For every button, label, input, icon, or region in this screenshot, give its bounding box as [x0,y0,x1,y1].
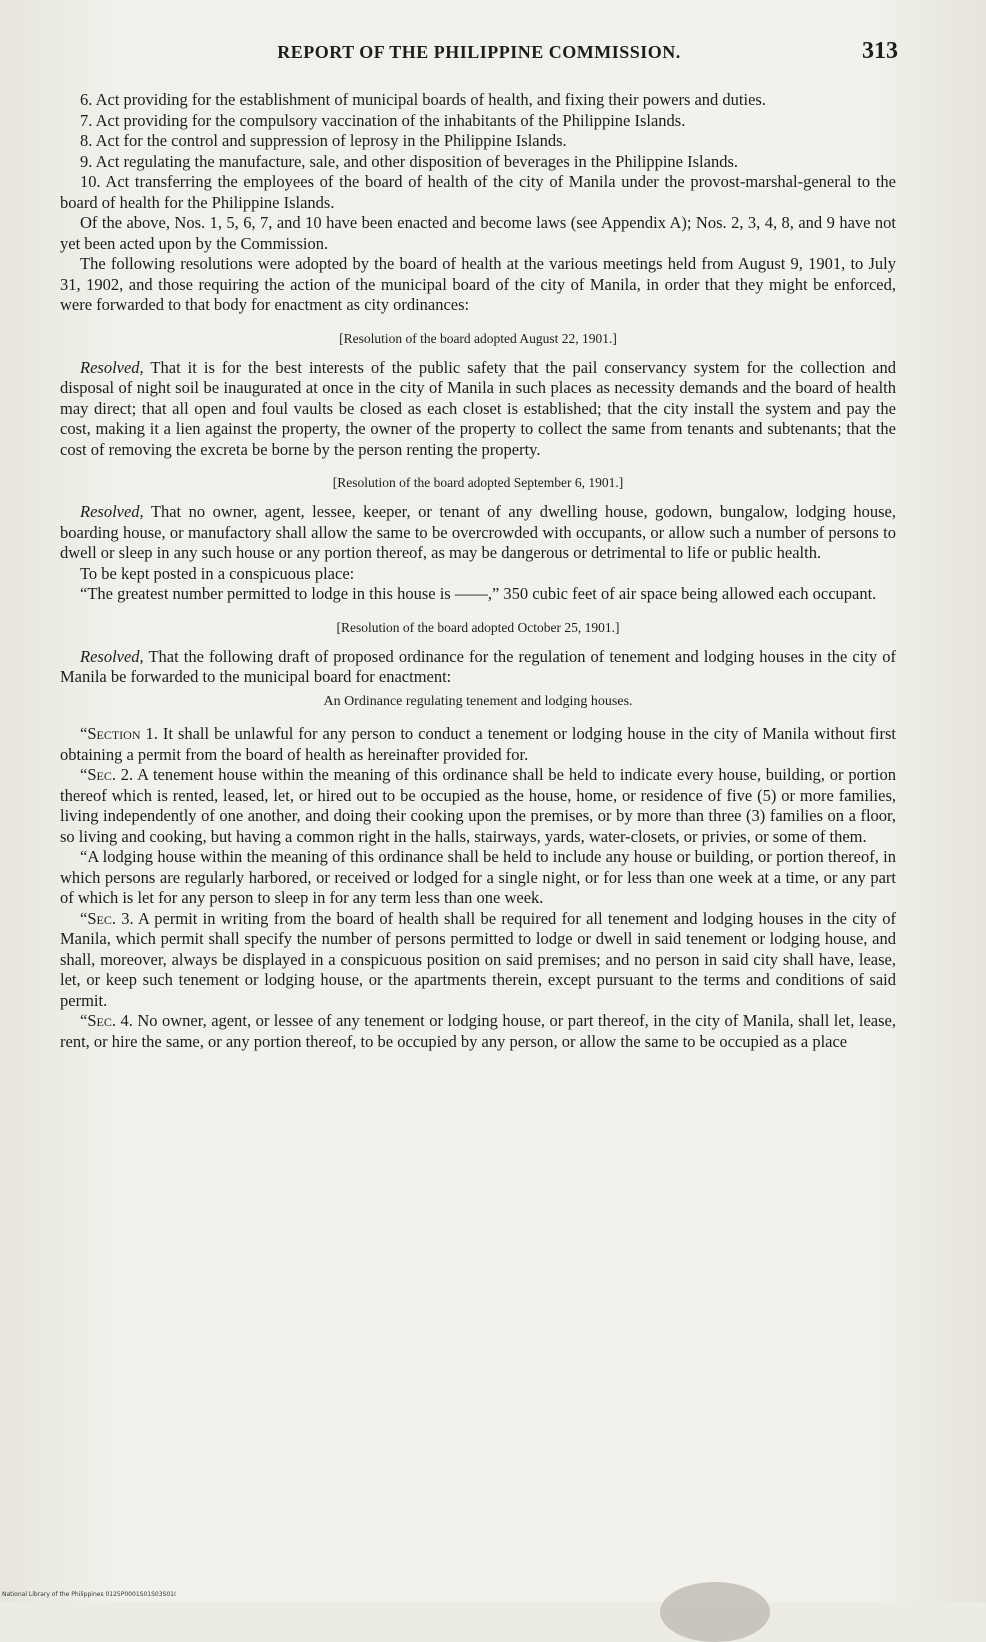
section-label: “Sec. 4. [80,1011,133,1030]
resolution-caption-2: [Resolution of the board adopted September 6, 1901.] [332,475,624,490]
list-item-7: 7. Act providing for the compulsory vaccination of the inhabitants of the Philippine Islands. [80,110,686,130]
page-header [60,38,898,68]
posting-notice: “The greatest number permitted to lodge in this house is ——,” 350 cubic feet of air space being allowed each occupant. [80,584,877,603]
resolved-lead: Resolved, [80,646,144,666]
lodging-house-definition: “A lodging house within the meaning of this ordinance shall be held to include any house or building, or portion thereof, in which persons are regularly harbored, or received or lodged for a single night, or for less than one week at a time, or any part of which is let for any person to sleep in for any term less than one week. [60,847,896,907]
page-number: 313 [862,38,898,64]
scan-shadow [660,1582,770,1642]
resolution-3-text: That the following draft of proposed ordinance for the regulation of tenement and lodging houses in the city of Manila be forwarded to the municipal board for enactment: [60,646,896,686]
section-2-text: A tenement house within the meaning of this ordinance shall be held to indicate every house, building, or portion thereof which is rented, leased, let, or hired out to be occupied as the house, home, or residence of five (5) or more families, living independently of one another, and doing their cooking upon the premises, or by more than three (3) families on a floor, so living and cooking, but having a common right in the halls, stairways, yards, water-closets, or privies, or some of them. [60,765,896,846]
posting-instruction: To be kept posted in a conspicuous place: [80,563,355,583]
list-item-9: 9. Act regulating the manufacture, sale, and other disposition of beverages in the Philippine Islands. [80,151,739,171]
page-body [60,90,896,1052]
resolution-caption-1: [Resolution of the board adopted August 22, 1901.] [339,330,617,346]
ordinance-title: An Ordinance regulating tenement and lodging houses. [323,693,633,709]
resolutions-intro: The following resolutions were adopted by the board of health at the various meetings held from August 9, 1901, to July 31, 1902, and those requiring the action of the municipal board of the city of Manila, in order that they might be enforced, were forwarded to that body for enactment as city ordinances: [60,254,896,314]
section-label: “Sec. 3. [80,908,134,928]
resolution-2 [60,502,896,564]
enactment-summary: Of the above, Nos. 1, 5, 6, 7, and 10 have been enacted and become laws (see Appendix A); Nos. 2, 3, 4, 8, and 9 have not yet been acted upon by the Commission. [60,213,896,253]
ordinance-section-1 [60,724,896,765]
running-head: REPORT OF THE PHILIPPINE COMMISSION. [277,42,681,62]
section-3-text: A permit in writing from the board of health shall be required for all tenement and lodging houses in the city of Manila, which permit shall specify the number of persons permitted to lodge or dwell in said tenement or lodging house, and shall, moreover, always be displayed in a conspicuous position on said premises; and no person in said city shall have, lease, let, or keep such tenement or lodging house, or the apartments therein, except pursuant to the terms and conditions of said permit. [60,908,896,1010]
resolution-caption-3: [Resolution of the board adopted October 25, 1901.] [336,619,620,635]
resolution-1 [60,358,896,461]
section-label: “Sec. 2. [80,765,134,784]
scan-credit: National Library of the Philippines 0125P0001S01S03S01I [2,1591,176,1598]
resolution-1-text: That it is for the best interests of the public safety that the pail conservancy system for the collection and disposal of night soil be inaugurated at once in the city of Manila in such places as necessity demands and the board of health may direct; that all open and foul vaults be closed as each closet is established; that the city install the system and pay the cost, making it a lien against the property, the owner of the property to collect the same from tenants and subtenants; that the cost of removing the excreta be borne by the person renting the property. [60,357,896,459]
section-4-text: No owner, agent, or lessee of any tenement or lodging house, or part thereof, in the city of Manila, shall let, lease, rent, or hire the same, or any portion thereof, to be occupied by any person, or allow the same to be occupied as a place [60,1011,896,1051]
section-label: “Section 1. [80,724,158,743]
ordinance-section-4 [60,1011,896,1052]
list-item-10: 10. Act transferring the employees of the board of health of the city of Manila under the provost-marshal-general to the board of health for the Philippine Islands. [60,172,896,212]
resolution-2-text: That no owner, agent, lessee, keeper, or tenant of any dwelling house, godown, bungalow, lodging house, boarding house, or manufactory shall allow the same to be overcrowded with occupants, or allow such a number of persons to dwell or sleep in any such house or any portion thereof, as may be dangerous or detrimental to life or public health. [60,502,896,562]
section-1-text: It shall be unlawful for any person to conduct a tenement or lodging house in the city of Manila without first obtaining a permit from the board of health as hereinafter provided for. [60,724,896,764]
list-item-6: 6. Act providing for the establishment of municipal boards of health, and fixing their powers and duties. [80,90,766,109]
list-item-8: 8. Act for the control and suppression of leprosy in the Philippine Islands. [80,131,567,150]
resolution-3 [60,647,896,688]
ordinance-section-2 [60,765,896,847]
resolved-lead: Resolved, [80,502,144,521]
ordinance-section-3 [60,909,896,1012]
resolved-lead: Resolved, [80,357,144,377]
